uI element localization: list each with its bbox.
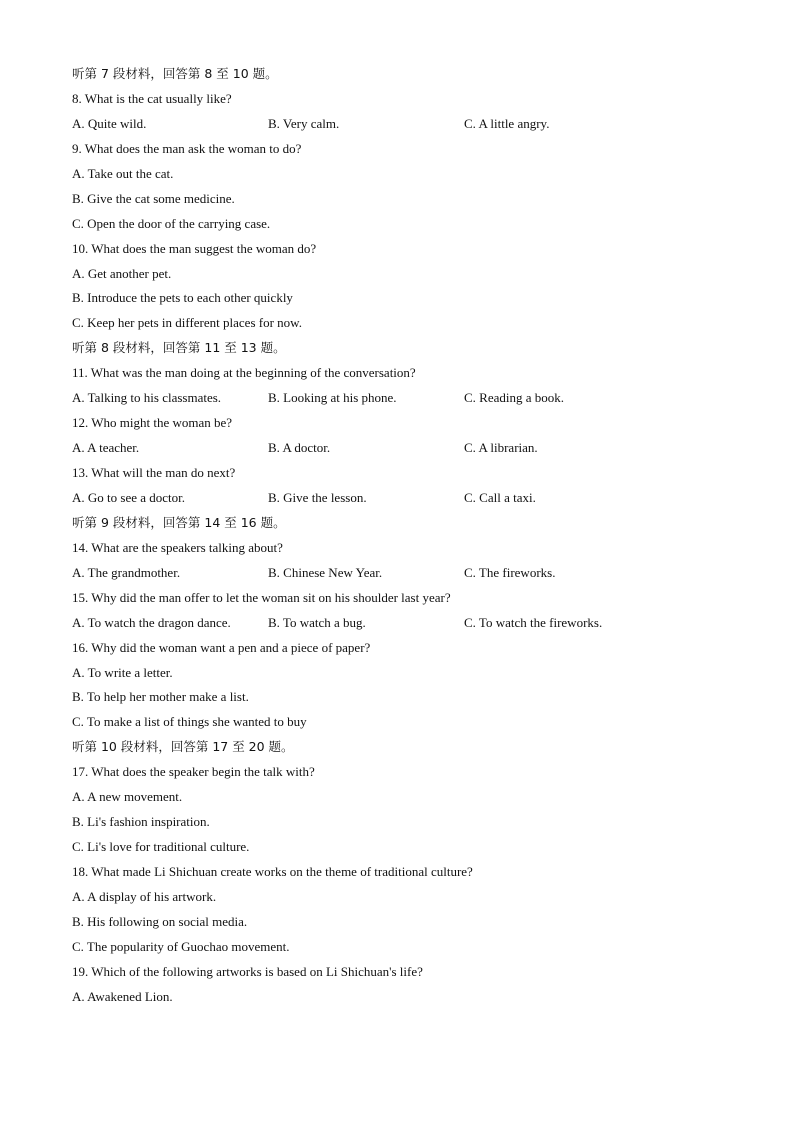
question-text: 14. What are the speakers talking about? <box>72 539 283 555</box>
answer-option: B. To help her mother make a list. <box>72 689 249 705</box>
answer-option: A. Take out the cat. <box>72 165 174 181</box>
answer-option: B. Chinese New Year. <box>268 564 383 580</box>
answer-option: A. The grandmother. <box>72 564 181 580</box>
answer-option: B. A doctor. <box>268 440 331 456</box>
answer-option: C. Reading a book. <box>464 390 565 406</box>
question-text: 17. What does the speaker begin the talk with? <box>72 764 315 780</box>
answer-option: A. Quite wild. <box>72 115 147 131</box>
answer-option: C. The popularity of Guochao movement. <box>72 938 290 954</box>
answer-option: B. Looking at his phone. <box>268 390 397 406</box>
section-header: 听第 8 段材料，回答第 11 至 13 题。 <box>72 340 286 356</box>
answer-option: A. Go to see a doctor. <box>72 489 186 505</box>
answer-option: C. To make a list of things she wanted to buy <box>72 714 307 730</box>
answer-option: C. The fireworks. <box>464 564 556 580</box>
question-text: 18. What made Li Shichuan create works on the theme of traditional culture? <box>72 864 473 879</box>
answer-option: C. Keep her pets in different places for now. <box>72 315 302 331</box>
question-text: 13. What will the man do next? <box>72 465 236 480</box>
answer-option: A. Awakened Lion. <box>72 988 173 1004</box>
answer-option: B. Li's fashion inspiration. <box>72 814 210 830</box>
answer-option: C. Li's love for traditional culture. <box>72 839 250 855</box>
worksheet-page <box>72 62 732 1010</box>
question-text: 8. What is the cat usually like? <box>72 90 232 106</box>
answer-option: B. Give the lesson. <box>268 489 367 505</box>
answer-option: A. Talking to his classmates. <box>72 390 222 406</box>
answer-option: A. To write a letter. <box>72 664 173 680</box>
answer-option: C. To watch the fireworks. <box>464 614 603 630</box>
answer-option: B. His following on social media. <box>72 913 248 929</box>
section-header: 听第 10 段材料，回答第 17 至 20 题。 <box>72 739 294 755</box>
options-row <box>72 112 732 137</box>
answer-option: A. Get another pet. <box>72 265 172 281</box>
question-text: 11. What was the man doing at the beginning of the conversation? <box>72 365 416 381</box>
question-text: 15. Why did the man offer to let the woman sit on his shoulder last year? <box>72 589 451 605</box>
question-text: 19. Which of the following artworks is based on Li Shichuan's life? <box>72 963 423 979</box>
options-row <box>72 436 732 461</box>
options-row <box>72 611 732 636</box>
section-header: 听第 7 段材料，回答第 8 至 10 题。 <box>72 66 278 81</box>
answer-option: B. To watch a bug. <box>268 614 366 630</box>
options-row <box>72 561 732 586</box>
answer-option: C. Open the door of the carrying case. <box>72 215 271 231</box>
answer-option: A. A new movement. <box>72 789 183 805</box>
options-row <box>72 486 732 511</box>
answer-option: A. A teacher. <box>72 440 140 456</box>
section-header: 听第 9 段材料，回答第 14 至 16 题。 <box>72 514 286 530</box>
answer-option: C. A little angry. <box>464 115 550 131</box>
answer-option: C. Call a taxi. <box>464 489 536 505</box>
question-text: 10. What does the man suggest the woman do? <box>72 240 317 256</box>
answer-option: B. Introduce the pets to each other quickly <box>72 290 293 306</box>
answer-option: B. Very calm. <box>268 115 340 131</box>
question-text: 12. Who might the woman be? <box>72 415 233 431</box>
question-text: 9. What does the man ask the woman to do? <box>72 140 302 156</box>
question-text: 16. Why did the woman want a pen and a piece of paper? <box>72 639 371 655</box>
options-row <box>72 386 732 411</box>
answer-option: A. To watch the dragon dance. <box>72 614 231 630</box>
answer-option: B. Give the cat some medicine. <box>72 190 235 206</box>
answer-option: A. A display of his artwork. <box>72 888 217 904</box>
answer-option: C. A librarian. <box>464 440 538 456</box>
